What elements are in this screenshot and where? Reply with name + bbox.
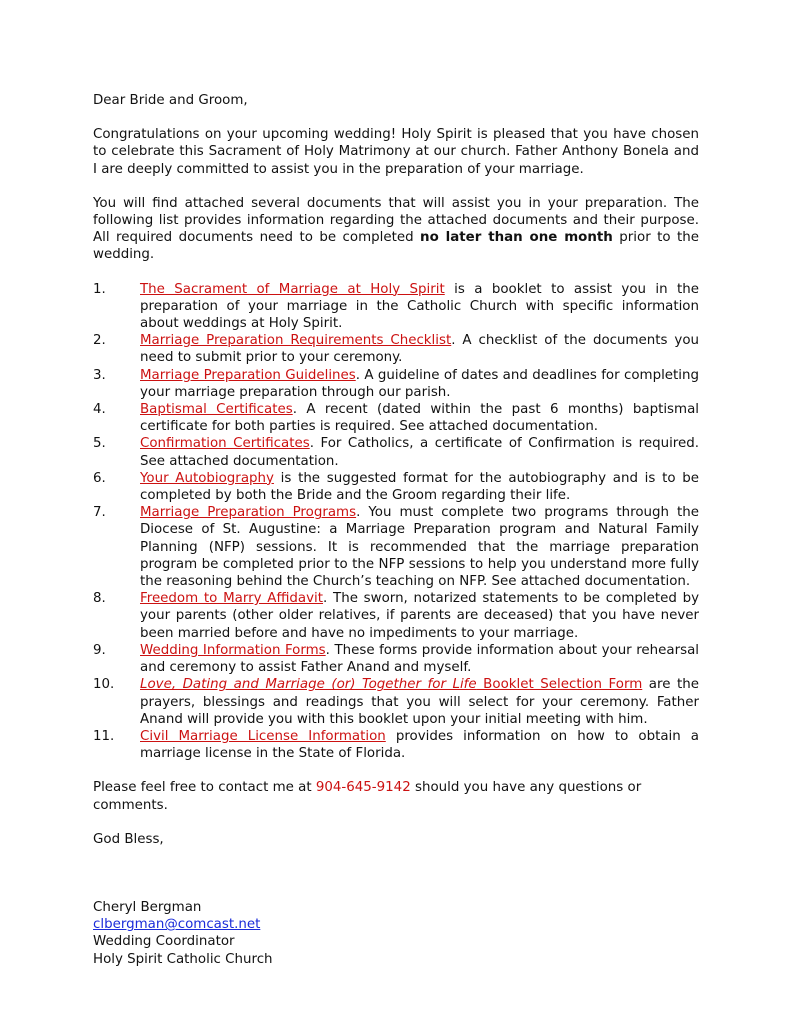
signature-name: Cheryl Bergman (93, 899, 202, 915)
list-item (93, 401, 699, 435)
list-item (93, 281, 699, 333)
item-description: is a booklet to assist you in the preparation of your marriage in the Catholic Church with specific information about weddings at Holy Spirit. (140, 281, 699, 332)
item-description: . For Catholics, a certificate of Confirmation is required. See attached documentation. (140, 436, 699, 469)
document-list (93, 281, 699, 763)
item-description: . A guideline of dates and deadlines for completing your marriage preparation through our parish. (140, 367, 699, 400)
list-item (93, 332, 699, 366)
item-number: 8. (93, 591, 106, 607)
item-number: 5. (93, 436, 106, 452)
intro-paragraph: Congratulations on your upcoming wedding! Holy Spirit is pleased that you have chosen to celebrate this Sacrament of Holy Matrimony at our church. Father Anthony Bonela and I are deeply committed to assist you in the preparation of your marriage. (93, 127, 699, 177)
item-number: 7. (93, 505, 106, 521)
item-number: 6. (93, 470, 106, 486)
item-number: 9. (93, 642, 106, 658)
attached-text: You will find attached several documents that will assist you in your preparation. The following list provides information regarding the attached documents and their purpose. All required documents need to be completed (93, 195, 699, 246)
contact-paragraph (93, 779, 699, 813)
letter (93, 92, 699, 968)
list-item (93, 590, 699, 642)
item-number: 3. (93, 367, 106, 383)
item-number: 1. (93, 281, 106, 297)
email-link[interactable]: clbergman@comcast.net (93, 917, 261, 933)
item-description: is the suggested format for the autobiography and is to be completed by both the Bride and the Groom regarding their life. (140, 470, 700, 504)
item-number: 10. (93, 677, 115, 693)
item-description: . A checklist of the documents you need to submit prior to your ceremony. (140, 333, 699, 366)
contact-text: Please feel free to contact me at (93, 780, 316, 796)
phone-number[interactable]: 904-645-9142 (315, 780, 411, 796)
list-item (93, 676, 699, 728)
document-link[interactable]: Freedom to Marry Affidavit (140, 591, 324, 607)
contact-text-end: should you have any questions or comments. (93, 780, 642, 813)
document-link[interactable]: The Sacrament of Marriage at Holy Spirit (140, 281, 445, 297)
list-item (93, 728, 699, 762)
list-item (93, 504, 699, 590)
item-description: provides information on how to obtain a marriage license in the State of Florida. (140, 728, 699, 762)
item-number: 11. (93, 728, 115, 744)
document-link[interactable]: Confirmation Certificates (140, 436, 310, 452)
document-link-italic[interactable]: Love, Dating and Marriage (or) Together for Life (140, 677, 477, 693)
document-link[interactable]: Civil Marriage License Information (140, 728, 386, 744)
closing: God Bless, (93, 831, 164, 847)
list-item (93, 367, 699, 401)
document-link[interactable]: Your Autobiography (140, 470, 274, 486)
item-description: . A recent (dated within the past 6 months) baptismal certificate for both parties is required. See attached documentation. (140, 402, 699, 435)
attached-text-end: prior to the wedding. (93, 230, 699, 263)
deadline-emphasis: no later than one month (420, 230, 613, 246)
item-description: are the prayers, blessings and readings that you will select for your ceremony. Father Anand will provide you with this booklet upon your initial meeting with him. (140, 677, 699, 727)
list-item (93, 435, 699, 469)
document-link[interactable]: Marriage Preparation Requirements Checklist (140, 333, 452, 349)
item-number: 4. (93, 402, 106, 418)
signature-title: Wedding Coordinator (93, 934, 235, 950)
item-description: . These forms provide information about your rehearsal and ceremony to assist Father Anand and myself. (140, 642, 699, 676)
item-description: . You must complete two programs through the Diocese of St. Augustine: a Marriage Preparation program and Natural Family Planning (NFP) sessions. It is recommended that the marriage preparation program be completed prior to the NFP sessions to help you understand more fully the reasoning behind the Church’s teaching on NFP. See attached documentation. (140, 505, 699, 590)
list-item (93, 642, 699, 676)
item-description: . The sworn, notarized statements to be completed by your parents (other older relatives, if parents are deceased) that you have never been married before and have no impediments to your marriage. (140, 591, 700, 641)
list-item (93, 470, 699, 504)
document-link[interactable]: Booklet Selection Form (476, 677, 643, 693)
document-link[interactable]: Marriage Preparation Guidelines (140, 367, 356, 383)
item-number: 2. (93, 333, 106, 349)
attached-paragraph (93, 195, 699, 264)
greeting: Dear Bride and Groom, (93, 93, 248, 108)
signature-org: Holy Spirit Catholic Church (93, 951, 273, 967)
document-link[interactable]: Wedding Information Forms (140, 642, 326, 658)
document-link[interactable]: Marriage Preparation Programs (140, 505, 357, 521)
document-link[interactable]: Baptismal Certificates (140, 402, 293, 418)
